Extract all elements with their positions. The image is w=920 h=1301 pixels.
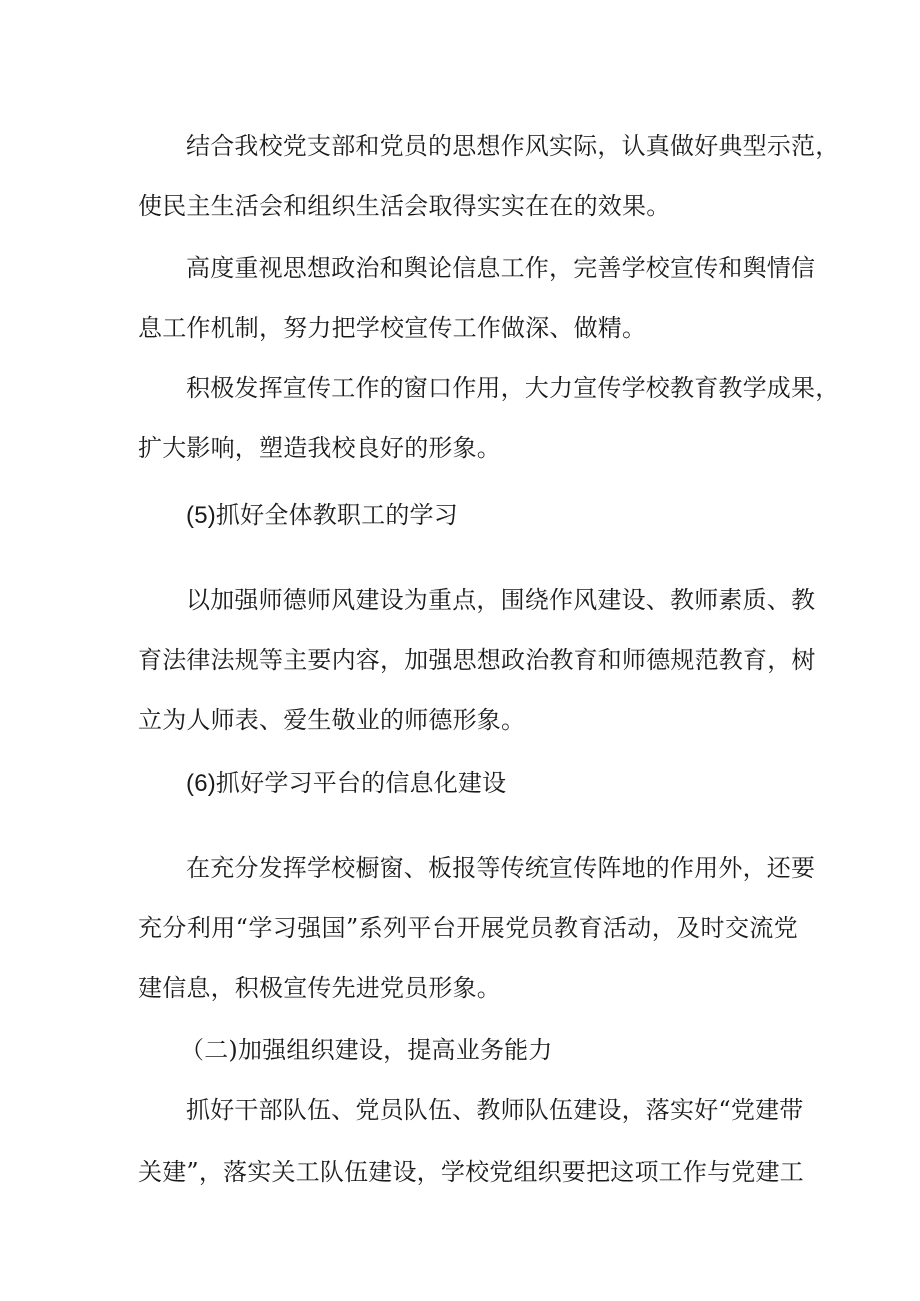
paragraph-line: 高度重视思想政治和舆论信息工作，完善学校宣传和舆情信	[186, 254, 816, 282]
paragraph-line: 息工作机制，努力把学校宣传工作做深、做精。	[138, 314, 647, 342]
section-heading: （二)加强组织建设，提高业务能力	[180, 1036, 553, 1064]
paragraph-line: 积极发挥宣传工作的窗口作用，大力宣传学校教育教学成果，	[186, 374, 840, 402]
paragraph-line: 以加强师德师风建设为重点，围绕作风建设、教师素质、教	[186, 586, 816, 614]
paragraph-line: 关建”，落实关工队伍建设，学校党组织要把这项工作与党建工	[138, 1158, 804, 1186]
paragraph-line: 立为人师表、爱生敬业的师德形象。	[138, 706, 526, 734]
paragraph-line: 充分利用“学习强国”系列平台开展党员教育活动，及时交流党	[138, 914, 798, 942]
section-heading: (5)抓好全体教职工的学习	[186, 502, 458, 529]
paragraph-line: 育法律法规等主要内容，加强思想政治教育和师德规范教育，树	[138, 646, 816, 674]
paragraph-line: 建信息，积极宣传先进党员形象。	[138, 974, 501, 1002]
section-heading: (6)抓好学习平台的信息化建设	[186, 770, 507, 797]
paragraph-line: 扩大影响，塑造我校良好的形象。	[138, 434, 501, 462]
paragraph-line: 使民主生活会和组织生活会取得实实在在的效果。	[138, 192, 671, 220]
paragraph-line: 结合我校党支部和党员的思想作风实际，认真做好典型示范，	[186, 132, 840, 160]
paragraph-line: 在充分发挥学校橱窗、板报等传统宣传阵地的作用外，还要	[186, 854, 816, 882]
paragraph-line: 抓好干部队伍、党员队伍、教师队伍建设，落实好“党建带	[186, 1096, 804, 1124]
